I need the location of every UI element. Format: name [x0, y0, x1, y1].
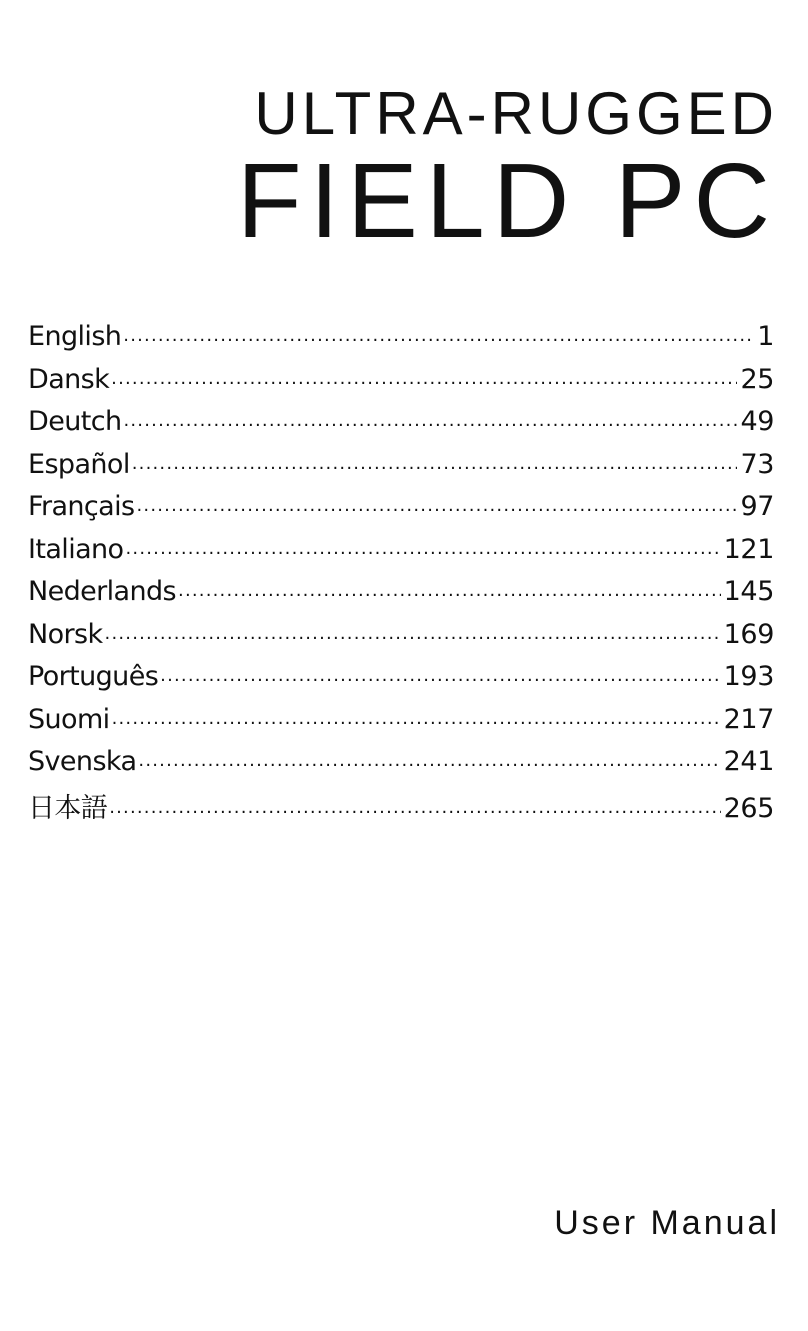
toc-entry-page: 241 [723, 746, 774, 777]
toc-entry-page: 217 [723, 703, 774, 735]
toc-entry-suomi[interactable] [28, 701, 774, 744]
toc-entry-label: Deutch [28, 406, 122, 437]
toc-dot-leader [123, 318, 754, 345]
toc-entry-svenska[interactable] [28, 743, 774, 786]
toc-entry-label: Dansk [28, 363, 110, 395]
toc-entry-page: 1 [757, 321, 774, 352]
toc-entry-page: 25 [740, 363, 774, 395]
toc-entry-label: Français [28, 491, 135, 522]
document-type-label: User Manual [554, 1204, 780, 1242]
toc-dot-leader [105, 616, 721, 643]
toc-entry-nederlands[interactable] [28, 573, 774, 616]
toc-entry-norsk[interactable] [28, 616, 774, 659]
toc-dot-leader [125, 531, 720, 558]
toc-entry-page: 169 [723, 618, 774, 650]
title-block [236, 78, 778, 260]
table-of-contents [28, 318, 774, 828]
toc-entry-label: Svenska [28, 746, 137, 777]
title-line-2: FIELD PC [236, 142, 778, 260]
toc-entry-label: Português [28, 661, 159, 692]
toc-dot-leader [123, 403, 737, 430]
toc-entry-deutch[interactable] [28, 403, 774, 446]
toc-entry-dansk[interactable] [28, 361, 774, 404]
toc-entry-page: 265 [723, 792, 774, 824]
toc-entry-francais[interactable] [28, 488, 774, 531]
toc-entry-label: Norsk [28, 618, 103, 650]
toc-dot-leader [112, 701, 721, 728]
toc-entry-page: 97 [740, 491, 774, 522]
toc-entry-page: 193 [723, 661, 774, 692]
toc-dot-leader [160, 658, 720, 685]
toc-entry-english[interactable] [28, 318, 774, 361]
toc-entry-label: Español [28, 448, 130, 480]
toc-entry-label: Italiano [28, 533, 124, 565]
toc-dot-leader [136, 488, 737, 515]
toc-entry-espanol[interactable] [28, 446, 774, 489]
toc-dot-leader [138, 743, 720, 770]
toc-dot-leader [132, 446, 738, 473]
toc-entry-page: 73 [740, 448, 774, 480]
toc-entry-label: English [28, 321, 122, 352]
toc-dot-leader [109, 790, 720, 817]
toc-entry-label: Nederlands [28, 576, 177, 607]
toc-dot-leader [111, 361, 737, 388]
toc-entry-japanese[interactable] [28, 786, 774, 829]
toc-entry-label: 日本語 [28, 792, 108, 824]
title-line-1: ULTRA-RUGGED [254, 80, 778, 147]
toc-entry-page: 145 [723, 576, 774, 607]
toc-entry-page: 121 [723, 533, 774, 565]
toc-entry-label: Suomi [28, 703, 110, 735]
toc-entry-italiano[interactable] [28, 531, 774, 574]
toc-entry-portugues[interactable] [28, 658, 774, 701]
toc-dot-leader [178, 573, 721, 600]
toc-entry-page: 49 [740, 406, 774, 437]
